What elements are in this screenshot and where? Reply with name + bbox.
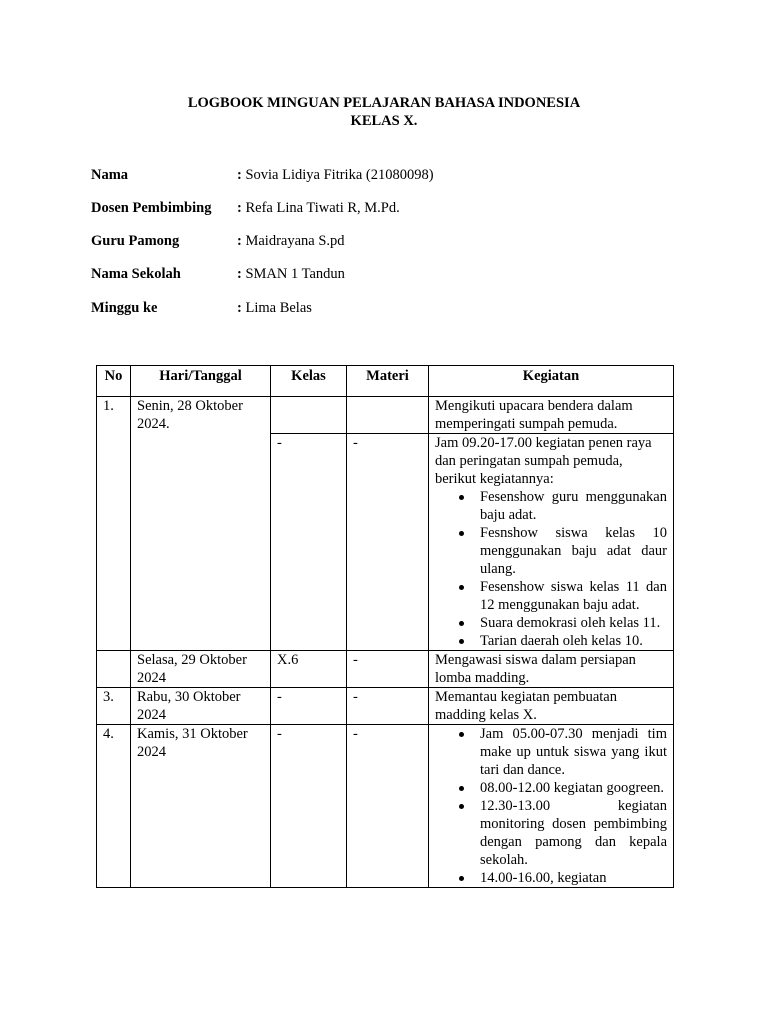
info-value-wrap [237, 232, 345, 250]
activity-text: Jam 09.20-17.00 kegiatan penen raya dan peringatan sumpah pemuda, berikut kegiatannya: [435, 435, 652, 487]
table-header-row [97, 366, 674, 397]
cell-no: 4. [97, 725, 131, 888]
info-label: Guru Pamong [91, 233, 180, 249]
logbook-table [96, 365, 674, 888]
info-colon: : [237, 233, 242, 249]
title-line-2: KELAS X. [350, 113, 418, 129]
activity-bullet-list [435, 488, 667, 650]
info-colon: : [237, 266, 242, 282]
list-item: Fesenshow guru menggunakan baju adat. [480, 489, 667, 523]
info-value-wrap [237, 299, 312, 317]
cell-materi: - [347, 688, 429, 725]
cell-activity: Memantau kegiatan pembuatan madding kelas X. [429, 688, 674, 725]
cell-no: 3. [97, 688, 131, 725]
cell-activity: Mengawasi siswa dalam persiapan lomba madding. [429, 651, 674, 688]
cell-materi: - [347, 434, 429, 651]
cell-materi: - [347, 725, 429, 888]
cell-activity [429, 725, 674, 888]
activity-bullet-list [435, 725, 667, 887]
cell-date: Selasa, 29 Oktober 2024 [131, 651, 271, 688]
cell-activity [429, 434, 674, 651]
info-value-wrap [237, 166, 434, 184]
cell-materi: - [347, 651, 429, 688]
list-item: 14.00-16.00, kegiatan [480, 869, 667, 887]
cell-no [97, 651, 131, 688]
info-value: Refa Lina Tiwati R, M.Pd. [245, 200, 400, 216]
cell-date: Senin, 28 Oktober 2024. [131, 397, 271, 651]
info-value-wrap [237, 199, 400, 217]
info-label: Minggu ke [91, 300, 158, 316]
info-value: Sovia Lidiya Fitrika (21080098) [245, 167, 434, 183]
header-materi: Materi [347, 366, 429, 397]
list-item: Fesenshow siswa kelas 11 dan 12 menggunakan baju adat. [480, 579, 667, 613]
title-line-1: LOGBOOK MINGUAN PELAJARAN BAHASA INDONESIA [187, 95, 581, 111]
info-label: Nama [91, 167, 129, 183]
document-title [0, 94, 768, 130]
list-item: Tarian daerah oleh kelas 10. [480, 632, 667, 650]
cell-kelas: X.6 [271, 651, 347, 688]
info-colon: : [237, 200, 242, 216]
info-colon: : [237, 167, 242, 183]
cell-date: Kamis, 31 Oktober 2024 [131, 725, 271, 888]
info-value: Lima Belas [245, 300, 312, 316]
cell-materi [347, 397, 429, 434]
table-row [97, 397, 674, 434]
table-row [97, 651, 674, 688]
info-colon: : [237, 300, 242, 316]
header-hari-tanggal: Hari/Tanggal [131, 366, 271, 397]
header-no: No [97, 366, 131, 397]
list-item: 08.00-12.00 kegiatan googreen. [480, 779, 667, 797]
cell-no: 1. [97, 397, 131, 651]
info-label: Nama Sekolah [91, 266, 181, 282]
header-kelas: Kelas [271, 366, 347, 397]
list-item: Jam 05.00-07.30 menjadi tim make up untuk siswa yang ikut tari dan dance. [480, 726, 667, 778]
cell-kelas: - [271, 725, 347, 888]
cell-kelas [271, 397, 347, 434]
list-item: Fesnshow siswa kelas 10 menggunakan baju adat daur ulang. [480, 525, 667, 577]
cell-kelas: - [271, 688, 347, 725]
info-value: SMAN 1 Tandun [245, 266, 345, 282]
info-label: Dosen Pembimbing [91, 200, 212, 216]
info-value-wrap [237, 265, 345, 283]
header-kegiatan: Kegiatan [429, 366, 674, 397]
cell-date: Rabu, 30 Oktober 2024 [131, 688, 271, 725]
cell-kelas: - [271, 434, 347, 651]
info-value: Maidrayana S.pd [245, 233, 345, 249]
cell-activity: Mengikuti upacara bendera dalam memperingati sumpah pemuda. [429, 397, 674, 434]
table-row [97, 725, 674, 888]
list-item: 12.30-13.00 kegiatan monitoring dosen pembimbing dengan pamong dan kepala sekolah. [480, 798, 667, 868]
table-row [97, 688, 674, 725]
list-item: Suara demokrasi oleh kelas 11. [480, 614, 667, 632]
